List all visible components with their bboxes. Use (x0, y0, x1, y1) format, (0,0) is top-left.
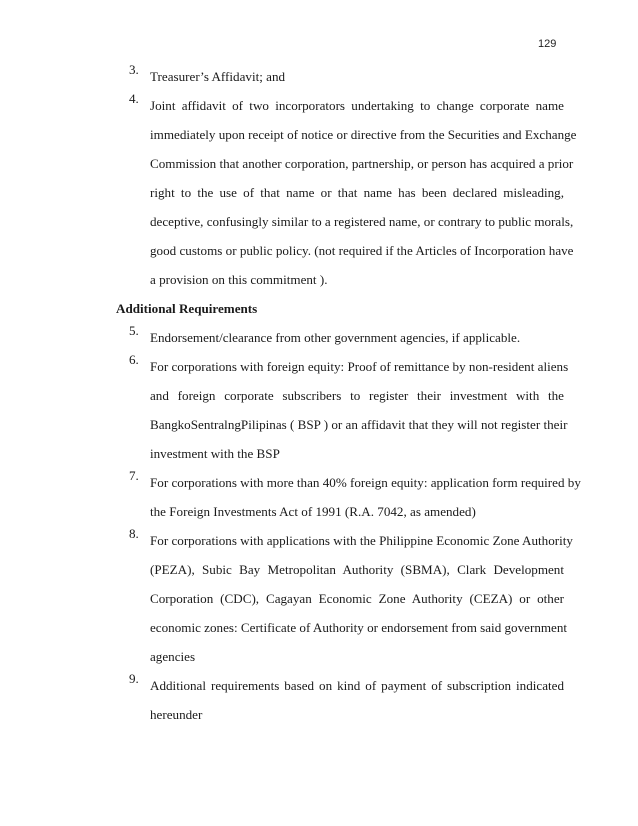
list-item (117, 352, 569, 468)
list-item-line: For corporations with applications with the Philippine Economic Zone Authority (150, 533, 573, 548)
list-item-line: the Foreign Investments Act of 1991 (R.A. 7042, as amended) (150, 504, 476, 519)
list-item-line: immediately upon receipt of notice or directive from the Securities and Exchange (150, 127, 577, 142)
list-item-line: For corporations with foreign equity: Proof of remittance by non-resident aliens (150, 359, 569, 374)
list-item-number: 3. (129, 62, 139, 77)
list-item-line: Endorsement/clearance from other government agencies, if applicable. (150, 330, 521, 345)
list-item (117, 671, 564, 729)
list-item-line: hereunder (150, 707, 203, 722)
list-item-line: good customs or public policy. (not required if the Articles of Incorporation have (150, 243, 574, 258)
list-item-line: (PEZA), Subic Bay Metropolitan Authority (SBMA), Clark Development (150, 562, 564, 577)
list-item (117, 62, 564, 91)
list-item-line: Corporation (CDC), Cagayan Economic Zone Authority (CEZA) or other (150, 591, 564, 606)
list-item-number: 5. (129, 323, 139, 338)
page-number: 129 (538, 38, 557, 50)
list-item-line: Commission that another corporation, partnership, or person has acquired a prior (150, 156, 574, 171)
list-item (117, 323, 564, 352)
list-item-line: and foreign corporate subscribers to register their investment with the (150, 388, 564, 403)
document-body (116, 62, 581, 729)
list-item-number: 9. (129, 671, 139, 686)
list-item-number: 7. (129, 468, 139, 483)
list-item-line: For corporations with more than 40% foreign equity: application form required by (150, 475, 581, 490)
list-item-number: 8. (129, 526, 139, 541)
list-item-number: 4. (129, 91, 139, 106)
list-item-line: agencies (150, 649, 196, 664)
list-item (117, 468, 581, 526)
list-item-line: a provision on this commitment ). (150, 272, 328, 287)
section-heading: Additional Requirements (116, 301, 258, 316)
list-item-line: deceptive, confusingly similar to a registered name, or contrary to public morals, (150, 214, 574, 229)
list-item (117, 91, 577, 294)
list-item-line: investment with the BSP (150, 446, 280, 461)
list-item-line: BangkoSentralngPilipinas ( BSP ) or an affidavit that they will not register their (150, 417, 568, 432)
list-item-line: economic zones: Certificate of Authority or endorsement from said government (150, 620, 568, 635)
list-item (117, 526, 573, 671)
list-item-line: right to the use of that name or that name has been declared misleading, (150, 185, 564, 200)
list-item-line: Additional requirements based on kind of payment of subscription indicated (150, 678, 564, 693)
list-item-number: 6. (129, 352, 139, 367)
list-item-line: Treasurer’s Affidavit; and (150, 69, 286, 84)
list-item-line: Joint affidavit of two incorporators undertaking to change corporate name (150, 98, 564, 113)
